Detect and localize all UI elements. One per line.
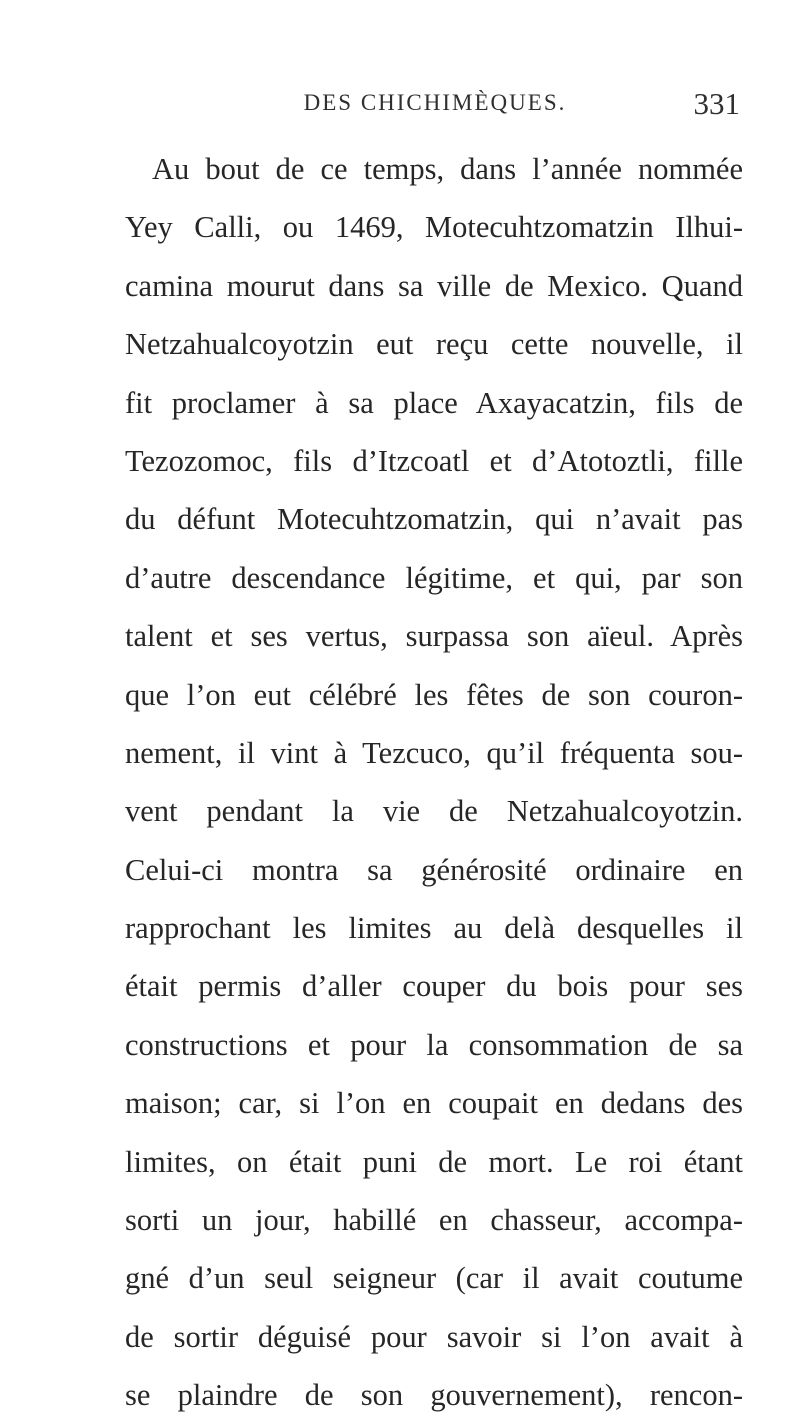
text-line: constructions et pour la consommation de sa (125, 1027, 743, 1062)
text-line: se plaindre de son gouvernement), rencon- (125, 1378, 743, 1413)
body-text (125, 140, 743, 1425)
text-line: Au bout de ce temps, dans l’année nommée (152, 152, 743, 186)
text-line: Netzahualcoyotzin eut reçu cette nouvelle, il (125, 327, 743, 362)
running-title: DES CHICHIMÈQUES. (303, 90, 567, 115)
text-line: Celui-ci montra sa générosité ordinaire en (125, 852, 743, 887)
text-line: que l’on eut célébré les fêtes de son couron- (125, 677, 743, 712)
text-line: sorti un jour, habillé en chasseur, accompa- (125, 1203, 743, 1238)
text-line: maison; car, si l’on en coupait en dedans des (125, 1086, 743, 1121)
text-line: nement, il vint à Tezcuco, qu’il fréquenta sou- (125, 735, 743, 770)
text-line: Tezozomoc, fils d’Itzcoatl et d’Atotoztli, fille (125, 443, 743, 478)
text-line: gné d’un seul seigneur (car il avait coutume (125, 1261, 743, 1296)
running-head (130, 86, 740, 126)
text-line: rapprochant les limites au delà desquelles il (125, 911, 743, 946)
page-number: 331 (693, 86, 740, 121)
text-line: Yey Calli, ou 1469, Motecuhtzomatzin Ilhui- (125, 210, 743, 245)
text-line: était permis d’aller couper du bois pour ses (125, 969, 743, 1004)
text-line: vent pendant la vie de Netzahualcoyotzin. (125, 794, 743, 829)
text-line: camina mourut dans sa ville de Mexico. Quand (125, 268, 743, 303)
text-line: d’autre descendance légitime, et qui, par son (125, 560, 743, 595)
text-line: du défunt Motecuhtzomatzin, qui n’avait pas (125, 502, 743, 537)
text-line: de sortir déguisé pour savoir si l’on avait à (125, 1319, 743, 1354)
text-line: fit proclamer à sa place Axayacatzin, fils de (125, 385, 743, 420)
text-line: talent et ses vertus, surpassa son aïeul. Après (125, 619, 743, 654)
text-line: limites, on était puni de mort. Le roi étant (125, 1144, 743, 1179)
